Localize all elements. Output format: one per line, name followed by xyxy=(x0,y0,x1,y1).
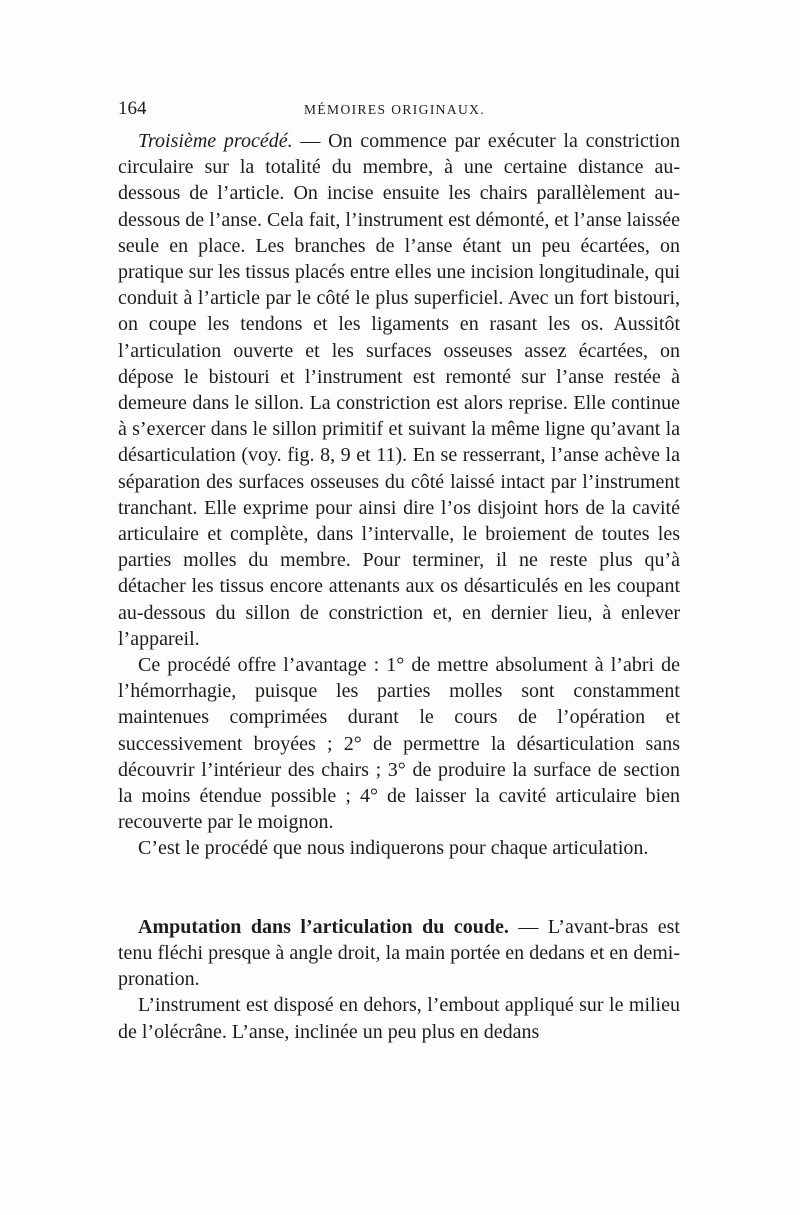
paragraph-lead-italic: Troisième procédé. xyxy=(138,130,293,152)
paragraph-text: L’instrument est disposé en dehors, l’embout appliqué sur le milieu de l’olécrâne. L’anse, inclinée un peu plus en dedans xyxy=(118,994,680,1043)
section-heading-bold: Amputation dans l’articulation du coude. xyxy=(138,915,509,938)
section-gap xyxy=(118,862,680,914)
running-title: MÉMOIRES ORIGINAUX. xyxy=(304,102,486,117)
paragraph-text: — L’avant-bras est tenu fléchi presque à angle droit, la main portée en dedans et en demi-pronation. xyxy=(118,915,680,991)
page-number: 164 xyxy=(118,98,147,119)
paragraph-instrument xyxy=(118,992,680,1044)
paragraph-text: C’est le procédé que nous indiquerons pour chaque articulation. xyxy=(138,837,649,860)
paragraph-avantages xyxy=(118,652,680,835)
paragraph-amputation-coude xyxy=(118,914,680,993)
paragraph-text: — On commence par exécuter la constriction circulaire sur la totalité du membre, à une certaine distance au-dessous de l’article. On incise ensuite les chairs parallèlement au-dessous de l’anse. Cela fait, l’instrument est démonté, et l’anse laissée seule en place. Les branches de l’anse étant un peu écartées, on pratique sur les tissus placés entre elles une incision longitudinale, qui conduit à l’article par le côté le plus superficiel. Avec un fort bistouri, on coupe les tendons et les ligaments en rasant les os. Aussitôt l’articulation ouverte et les surfaces osseuses assez écartées, on dépose le bistouri et l’instrument est remonté sur l’anse restée à demeure dans le sillon. La constriction est alors reprise. Elle continue à s’exercer dans le sillon primitif et suivant la même ligne qu’avant la désarticulation (voy. fig. 8, 9 et 11). En se resserrant, l’anse achève la séparation des surfaces osseuses du côté laissé intact par l’instrument tranchant. Elle exprime pour ainsi dire l’os disjoint hors de la cavité articulaire et complète, dans l’intervalle, le broiement de toutes les parties molles du membre. Pour terminer, il ne reste plus qu’à détacher les tissus encore attenants aux os désarticulés en les coupant au-dessous du sillon de constriction et, en dernier lieu, à enlever l’appareil. xyxy=(118,130,680,650)
paragraph-troisieme-procede xyxy=(118,128,680,652)
paragraph-text: Ce procédé offre l’avantage : 1° de mettre absolument à l’abri de l’hémorrhagie, puisque les parties molles sont constamment maintenues comprimées durant le cours de l’opération et successivement broyées ; 2° de permettre la désarticulation sans découvrir l’intérieur des chairs ; 3° de produire la surface de section la moins étendue possible ; 4° de laisser la cavité articulaire bien recouverte par le moignon. xyxy=(118,654,680,834)
body-text xyxy=(118,128,680,1045)
running-header xyxy=(118,98,680,122)
paragraph-conclusion xyxy=(118,835,680,861)
